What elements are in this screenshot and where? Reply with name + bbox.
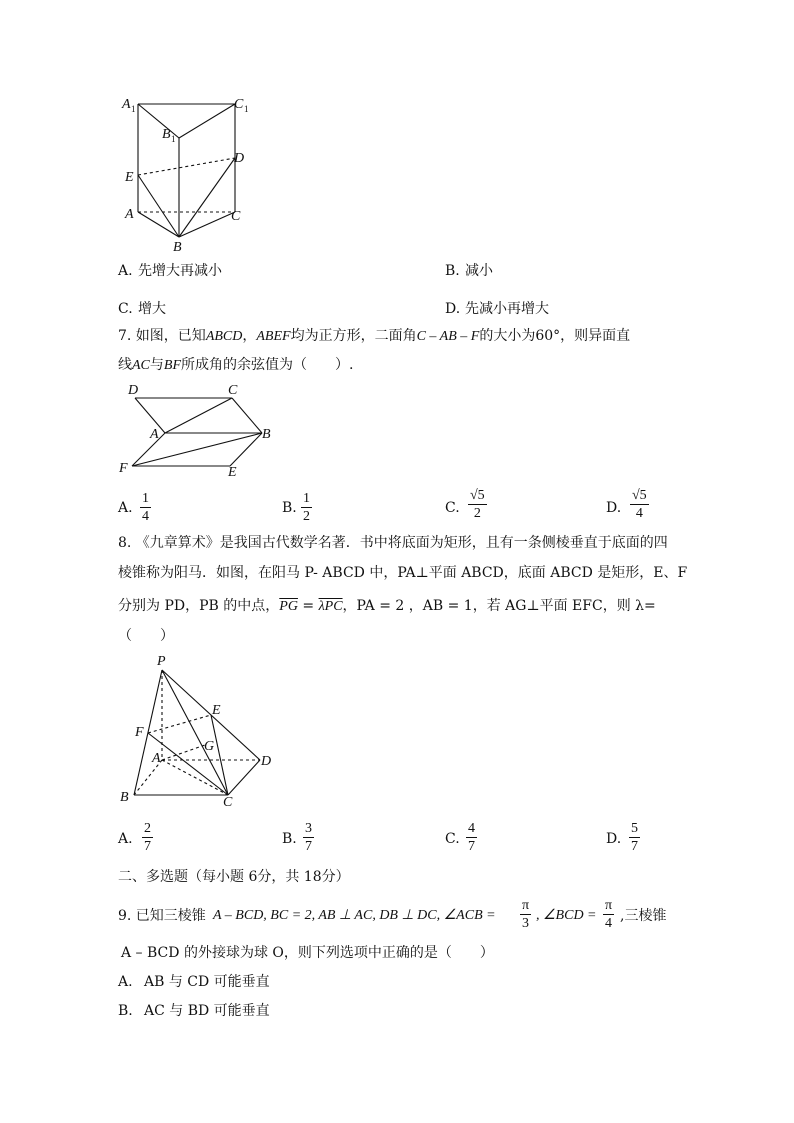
q9-condition-2: , ∠BCD = <box>536 908 597 923</box>
label-d: D <box>128 383 139 398</box>
q9-fraction-pi-4: $\frac{\pi}{4}$ <box>605 898 613 931</box>
q7-option-a-fraction: $\frac{1}{4}$ <box>142 491 149 524</box>
q9-stem-line-2: A – BCD 的外接球为球 O，则下列选项中正确的是（ ） <box>121 945 494 961</box>
segment-ac-hidden <box>162 760 228 795</box>
q6-option-c-letter: C. <box>118 301 133 317</box>
q9-condition: A – BCD, BC = 2, AB ⊥ AC, DB ⊥ DC, ∠ACB = <box>213 908 496 923</box>
q7-option-d-letter: D. <box>606 500 622 516</box>
q6-option-a-text: 先增大再减小 <box>138 263 222 279</box>
label-b1: B <box>162 127 171 142</box>
q8-vector-pg: $\overline{PG}$ <box>279 599 298 614</box>
segment-ag-hidden <box>162 745 205 760</box>
q9-option-a-letter: A. <box>118 974 133 990</box>
label-c1-sub: 1 <box>244 104 249 114</box>
q6-option-d-text: 先减小再增大 <box>465 301 549 317</box>
edge-cb <box>232 398 262 433</box>
label-d: D <box>234 151 245 166</box>
label-c: C <box>223 795 233 810</box>
q7-figure <box>110 380 290 480</box>
q7-abef: ABEF <box>256 329 291 344</box>
edge-cd <box>228 760 260 795</box>
label-a: A <box>152 751 161 766</box>
q6-option-a-letter: A. <box>118 263 133 279</box>
q6-option-b-text: 减小 <box>465 263 493 279</box>
q7-option-a-letter: A. <box>118 500 133 516</box>
section-heading: 二、多选题（每小题 6分，共 18分） <box>118 869 350 885</box>
label-e: E <box>125 170 134 185</box>
q6-option-d-letter: D. <box>445 301 461 317</box>
label-f: F <box>135 725 144 740</box>
q6-option-c-text: 增大 <box>138 301 166 317</box>
q9-fraction-pi-3: $\frac{\pi}{3}$ <box>522 898 530 931</box>
q8-option-a-fraction: $\frac{2}{7}$ <box>144 821 151 854</box>
label-d: D <box>261 754 272 769</box>
q8-option-c-letter: C. <box>445 831 460 847</box>
label-a: A <box>125 207 134 222</box>
edge-ab <box>138 212 179 237</box>
q7-stem-line-1: 7. 如图，已知ABCD，ABEF均为正方形，二面角C – AB – F的大小为60°，则异面直 <box>118 328 631 344</box>
q7-dihedral: C – AB – F <box>416 329 480 344</box>
label-b: B <box>173 240 182 255</box>
edge-c1b1 <box>179 104 235 138</box>
q8-option-b-letter: B. <box>282 831 297 847</box>
q8-pyramid-figure <box>110 650 290 810</box>
edge-a1b1 <box>138 104 179 138</box>
q7-option-c-letter: C. <box>445 500 460 516</box>
segment-ec <box>211 715 228 795</box>
label-e: E <box>212 703 221 718</box>
q9-stem-post: ,三棱锥 <box>620 908 667 924</box>
q8-vector-lpc: $\overline{\lambda PC}$ <box>318 599 343 614</box>
q7-option-b-fraction: $\frac{1}{2}$ <box>303 491 310 524</box>
segment-eb <box>138 175 179 237</box>
label-a: A <box>150 427 159 442</box>
q8-option-a-letter: A. <box>118 831 133 847</box>
label-f: F <box>119 461 128 476</box>
segment-ac <box>165 398 232 433</box>
label-a1-sub: 1 <box>131 104 136 114</box>
q7-option-b-letter: B. <box>282 500 297 516</box>
q8-option-c-fraction: $\frac{4}{7}$ <box>468 821 475 854</box>
q9-option-a-text: AB 与 CD 可能垂直 <box>144 974 270 990</box>
edge-be <box>230 433 262 466</box>
q9-option-b-letter: B. <box>118 1003 133 1019</box>
q8-stem-line-1: 8. 《九章算术》是我国古代数学名著．书中将底面为矩形，且有一条侧棱垂直于底面的四 <box>118 535 668 551</box>
q7-abcd: ABCD <box>205 329 243 344</box>
q8-stem-line-2: 棱锥称为阳马．如图，在阳马 P- ABCD 中，PA⊥平面 ABCD，底面 ABCD 是矩形，E、F <box>118 565 688 581</box>
q8-option-d-letter: D. <box>606 831 622 847</box>
prism-figure <box>110 88 270 258</box>
segment-fe-hidden <box>148 715 211 733</box>
q9-option-b-text: AC 与 BD 可能垂直 <box>144 1003 270 1019</box>
q6-option-b-letter: B. <box>445 263 460 279</box>
label-b: B <box>120 790 129 805</box>
q8-stem-line-4: （ ） <box>118 628 174 644</box>
q8-stem-line-3: 分别为 PD，PB 的中点，$\overline{PG} = \overline{\lambda PC}$，PA = 2 ，AB = 1，若 AG⊥平面 EFC，则 λ= <box>118 598 656 614</box>
q7-option-c-fraction: $\frac{√5}{2}$ <box>470 488 485 521</box>
label-b: B <box>262 427 271 442</box>
q8-option-d-fraction: $\frac{5}{7}$ <box>631 821 638 854</box>
label-c: C <box>228 383 238 398</box>
label-c: C <box>231 209 241 224</box>
q7-option-d-fraction: $\frac{√5}{4}$ <box>632 488 647 521</box>
label-b1-sub: 1 <box>171 134 176 144</box>
edge-af <box>132 433 165 466</box>
label-p: P <box>157 654 166 669</box>
q9-stem-pre: 9. 已知三棱锥 <box>118 908 206 924</box>
label-g: G <box>204 739 215 754</box>
label-e: E <box>228 465 237 480</box>
q7-stem-line-2: 线AC与BF所成角的余弦值为（ ）. <box>118 357 354 373</box>
edge-pc <box>162 670 228 795</box>
q8-option-b-fraction: $\frac{3}{7}$ <box>305 821 312 854</box>
label-c1: C <box>234 97 244 112</box>
segment-db <box>179 158 235 237</box>
segment-ed-hidden <box>138 158 235 175</box>
label-a1: A <box>122 97 131 112</box>
